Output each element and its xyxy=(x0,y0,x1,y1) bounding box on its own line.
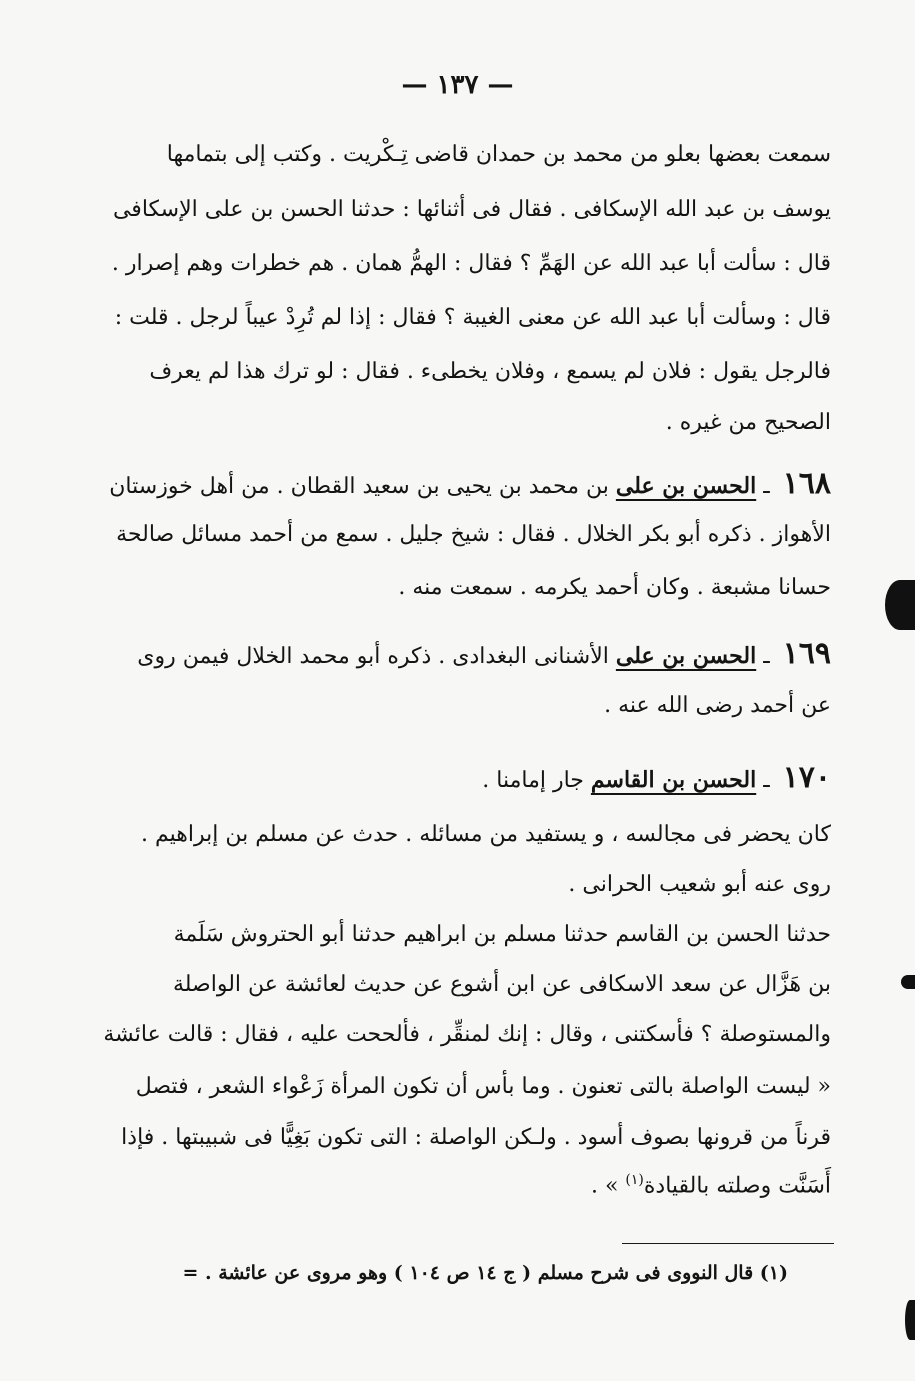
entry-text: الأشنانى البغدادى . ذكره أبو محمد الخلال فيمن روى xyxy=(137,644,609,669)
scan-ink-blot xyxy=(901,975,915,989)
text-line: روى عنه أبو شعيب الحرانى . xyxy=(568,872,831,897)
entry-number: ١٦٩ xyxy=(782,636,831,671)
entry-text: جار إمامنا . xyxy=(482,768,584,793)
entry-169-heading: ١٦٩ ـ الحسن بن على الأشنانى البغدادى . ذكره أبو محمد الخلال فيمن روى xyxy=(137,636,831,671)
page-number: — ١٣٧ — xyxy=(401,70,514,100)
footnote: (١) قال النووى فى شرح مسلم ( ج ١٤ ص ١٠٤ ) وهو مروى عن عائشة . = xyxy=(182,1262,788,1284)
entry-text: بن محمد بن يحيى بن سعيد القطان . من أهل خوزستان xyxy=(109,474,609,499)
text-line: حسانا مشبعة . وكان أحمد يكرمه . سمعت منه . xyxy=(398,575,831,600)
text-line-last xyxy=(188,1172,831,1198)
text-line: قال : وسألت أبا عبد الله عن معنى الغيبة ؟ فقال : إذا لم تُرِدْ عيباً لرجل . قلت : xyxy=(114,305,831,330)
text-line: قال : سألت أبا عبد الله عن الهَمِّ ؟ فقال : الهمُّ همان . هم خطرات وهم إصرار . xyxy=(111,251,831,276)
text-line: قرناً من قرونها بصوف أسود . ولـكن الواصلة : التى تكون بَغِيًّا فى شبيبتها . فإذا xyxy=(121,1125,831,1150)
entry-number: ١٧٠ xyxy=(782,760,831,795)
hadith-end-text: أَسَنَّت وصلته بالقيادة xyxy=(643,1173,831,1199)
entry-number: ١٦٨ xyxy=(782,466,831,501)
scan-ink-blot xyxy=(885,580,915,630)
text-line: والمستوصلة ؟ فأسكتنى ، وقال : إنك لمنقِّر ، فألححت عليه ، فقال : قالت عائشة xyxy=(103,1022,831,1047)
text-line: يوسف بن عبد الله الإسكافى . فقال فى أثنائها : حدثنا الحسن بن على الإسكافى xyxy=(112,197,831,222)
footnote-marker: (١) xyxy=(625,1172,644,1188)
text-line: بن هَزَّال عن سعد الاسكافى عن ابن أشوع عن حديث لعائشة عن الواصلة xyxy=(172,972,831,997)
entry-name: الحسن بن على xyxy=(615,643,757,669)
text-line: الصحيح من غيره . xyxy=(665,410,831,435)
text-line: « ليست الواصلة بالتى تعنون . وما بأس أن تكون المرأة زَعْواء الشعر ، فتصل xyxy=(135,1074,831,1099)
entry-name: الحسن بن القاسم xyxy=(590,767,757,793)
text-line: عن أحمد رضى الله عنه . xyxy=(604,693,831,718)
text-line: فالرجل يقول : فلان لم يسمع ، وفلان يخطىء . فقال : لو ترك هذا لم يعرف xyxy=(149,359,831,384)
text-line: حدثنا الحسن بن القاسم حدثنا مسلم بن ابراهيم حدثنا أبو الحتروش سَلَمة xyxy=(173,922,831,947)
closing-quote: » . xyxy=(590,1173,619,1199)
entry-170-heading: ١٧٠ ـ الحسن بن القاسم جار إمامنا . xyxy=(482,760,831,795)
entry-168-heading: ١٦٨ ـ الحسن بن على بن محمد بن يحيى بن سعيد القطان . من أهل خوزستان xyxy=(109,466,831,501)
text-line: سمعت بعضها بعلو من محمد بن حمدان قاضى تِـكْريت . وكتب إلى بتمامها xyxy=(166,142,831,167)
text-line: الأهواز . ذكره أبو بكر الخلال . فقال : شيخ جليل . سمع من أحمد مسائل صالحة xyxy=(116,522,831,547)
scan-ink-blot xyxy=(905,1300,915,1340)
text-line: كان يحضر فى مجالسه ، و يستفيد من مسائله . حدث عن مسلم بن إبراهيم . xyxy=(140,822,831,847)
footnote-divider xyxy=(622,1243,834,1244)
entry-name: الحسن بن على xyxy=(615,473,757,499)
